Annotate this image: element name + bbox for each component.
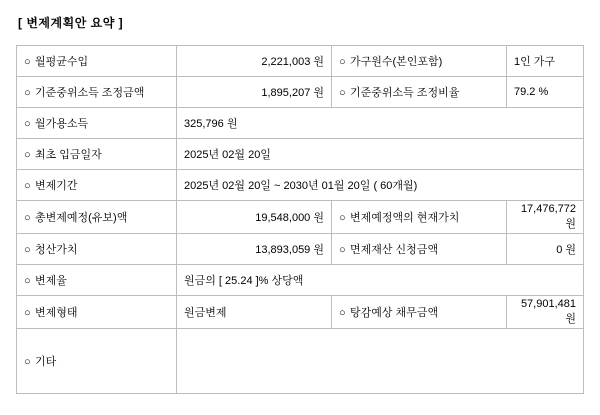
bullet-icon: ○ [24, 244, 31, 256]
row-label-median-income-ratio: ○ 기준중위소득 조정비율 [332, 77, 507, 108]
row-value-exempt-asset-claim: 0 원 [507, 234, 584, 265]
row-value-repayment-period: 2025년 02월 20일 ~ 2030년 01월 20일 ( 60개월) [177, 170, 584, 201]
bullet-icon: ○ [339, 56, 346, 68]
row-value-present-value: 17,476,772 원 [507, 201, 584, 234]
row-value-expected-forgiven-debt: 57,901,481 원 [507, 296, 584, 329]
row-value-etc [177, 329, 584, 394]
table-row [17, 170, 584, 201]
repayment-plan-summary-table [16, 45, 584, 394]
bullet-icon: ○ [24, 180, 31, 192]
bullet-icon: ○ [24, 56, 31, 68]
table-row [17, 234, 584, 265]
row-label-monthly-income: ○ 월평균수입 [17, 46, 177, 77]
row-value-household-size: 1인 가구 [507, 46, 584, 77]
row-value-liquidation-value: 13,893,059 원 [177, 234, 332, 265]
bullet-icon: ○ [339, 212, 346, 224]
bullet-icon: ○ [24, 87, 31, 99]
bullet-icon: ○ [24, 212, 31, 224]
table-row [17, 108, 584, 139]
row-label-first-payment-date: ○ 최초 입금일자 [17, 139, 177, 170]
table-row [17, 139, 584, 170]
table-row [17, 329, 584, 394]
row-label-etc: ○ 기타 [17, 329, 177, 394]
row-value-median-income-ratio: 79.2 % [507, 77, 584, 108]
page-title: [ 변제계획안 요약 ] [18, 16, 124, 30]
row-value-monthly-income: 2,221,003 원 [177, 46, 332, 77]
row-value-first-payment-date: 2025년 02월 20일 [177, 139, 584, 170]
row-label-monthly-disposable-income: ○ 월가용소득 [17, 108, 177, 139]
row-label-present-value: ○ 변제예정액의 현재가치 [332, 201, 507, 234]
bullet-icon: ○ [24, 275, 31, 287]
row-label-expected-forgiven-debt: ○ 탕감예상 채무금액 [332, 296, 507, 329]
bullet-icon: ○ [24, 149, 31, 161]
row-label-median-income-adjusted: ○ 기준중위소득 조정금액 [17, 77, 177, 108]
row-value-monthly-disposable-income: 325,796 원 [177, 108, 584, 139]
row-label-repayment-type: ○ 변제형태 [17, 296, 177, 329]
bullet-icon: ○ [24, 118, 31, 130]
row-value-repayment-type: 원금변제 [177, 296, 332, 329]
bullet-icon: ○ [24, 356, 31, 368]
table-row [17, 265, 584, 296]
table-row [17, 296, 584, 329]
row-label-exempt-asset-claim: ○ 면제재산 신청금액 [332, 234, 507, 265]
table-row [17, 77, 584, 108]
row-value-repayment-rate: 원금의 [ 25.24 ]% 상당액 [177, 265, 584, 296]
row-label-repayment-period: ○ 변제기간 [17, 170, 177, 201]
bullet-icon: ○ [339, 244, 346, 256]
row-label-liquidation-value: ○ 청산가치 [17, 234, 177, 265]
row-value-median-income-adjusted: 1,895,207 원 [177, 77, 332, 108]
bullet-icon: ○ [24, 307, 31, 319]
row-value-total-planned-repayment: 19,548,000 원 [177, 201, 332, 234]
bullet-icon: ○ [339, 307, 346, 319]
table-row [17, 201, 584, 234]
row-label-household-size: ○ 가구원수(본인포함) [332, 46, 507, 77]
row-label-repayment-rate: ○ 변제율 [17, 265, 177, 296]
table-row [17, 46, 584, 77]
row-label-total-planned-repayment: ○ 총변제예정(유보)액 [17, 201, 177, 234]
bullet-icon: ○ [339, 87, 346, 99]
